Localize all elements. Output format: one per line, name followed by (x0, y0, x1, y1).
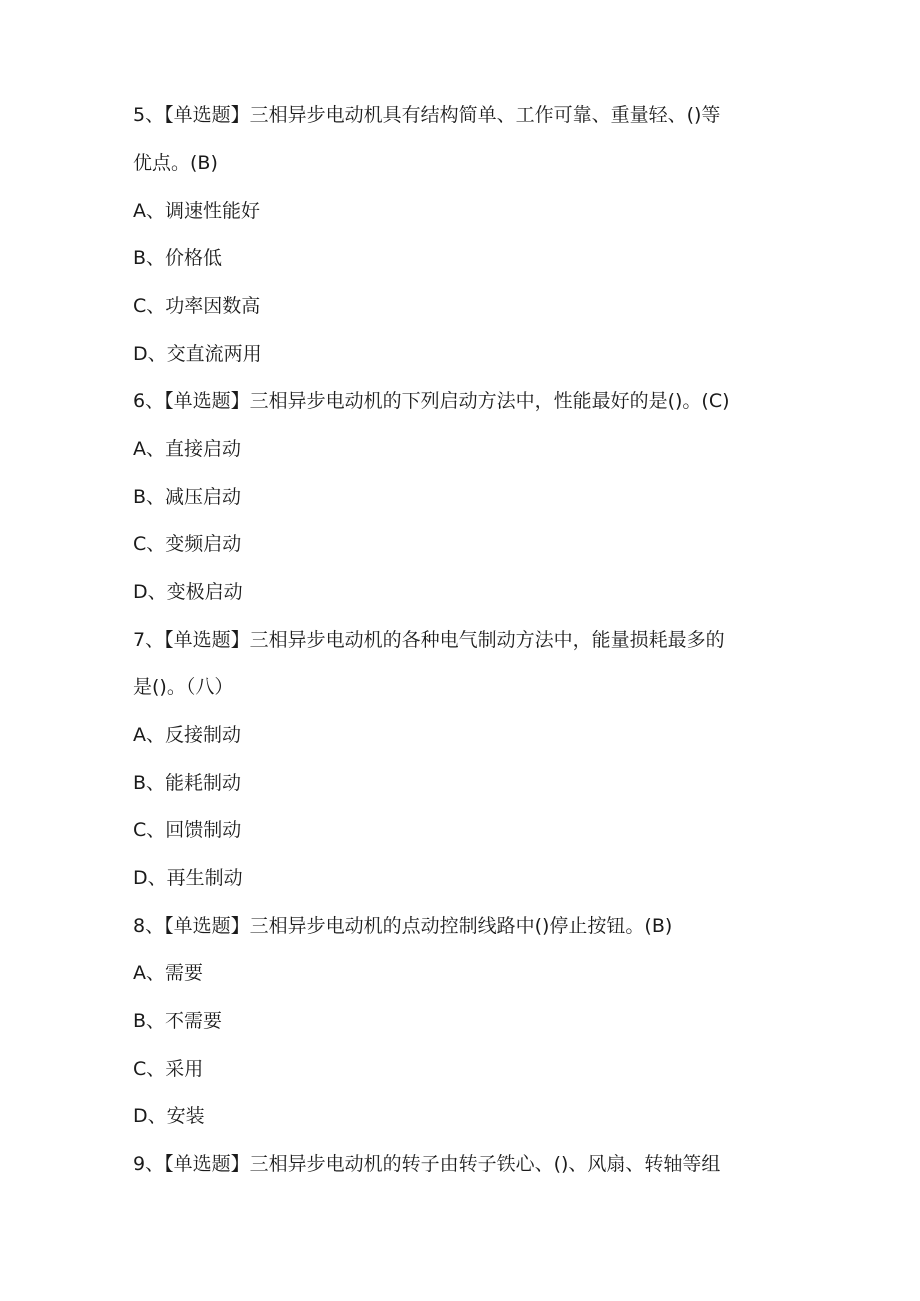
question-5-stem-line-1: 5、【单选题】三相异步电动机具有结构简单、工作可靠、重量轻、()等 (133, 104, 721, 126)
question-7-option-b: B、能耗制动 (133, 772, 242, 794)
question-8-option-c: C、采用 (133, 1058, 204, 1080)
question-8-stem-line-1: 8、【单选题】三相异步电动机的点动控制线路中()停止按钮。(B) (133, 915, 673, 937)
question-8-option-b: B、不需要 (133, 1010, 223, 1032)
question-5-option-a: A、调速性能好 (133, 200, 260, 222)
question-7-option-d: D、再生制动 (133, 867, 243, 889)
question-7-stem-line-1: 7、【单选题】三相异步电动机的各种电气制动方法中，能量损耗最多的 (133, 629, 725, 651)
question-7-option-c: C、回馈制动 (133, 819, 242, 841)
question-5-stem-line-2: 优点。(B) (133, 152, 218, 174)
question-9-stem-line-1: 9、【单选题】三相异步电动机的转子由转子铁心、()、风扇、转轴等组 (133, 1153, 721, 1175)
question-5-option-b: B、价格低 (133, 247, 223, 269)
question-6-option-c: C、变频启动 (133, 533, 242, 555)
question-8-option-d: D、安装 (133, 1105, 205, 1127)
question-7-stem-line-2: 是()。（八） (133, 676, 234, 698)
question-6-option-a: A、直接启动 (133, 438, 241, 460)
question-5-option-c: C、功率因数高 (133, 295, 261, 317)
question-6-option-d: D、变极启动 (133, 581, 243, 603)
question-5-option-d: D、交直流两用 (133, 343, 262, 365)
question-6-option-b: B、减压启动 (133, 486, 242, 508)
question-6-stem-line-1: 6、【单选题】三相异步电动机的下列启动方法中，性能最好的是()。(C) (133, 390, 730, 412)
question-8-option-a: A、需要 (133, 962, 203, 984)
question-7-option-a: A、反接制动 (133, 724, 241, 746)
